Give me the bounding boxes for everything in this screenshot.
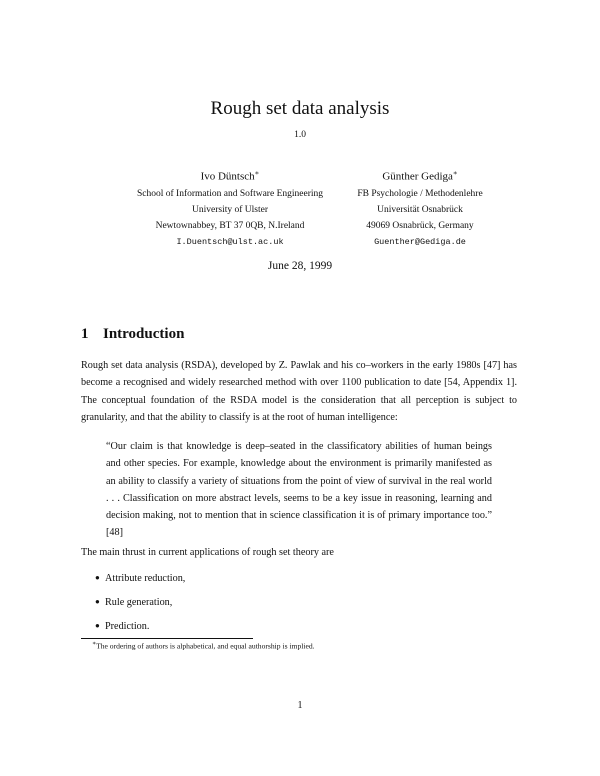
affiliation-line: FB Psychologie / Methodenlehre: [357, 188, 483, 199]
list-item: ● Prediction.: [95, 621, 150, 632]
author-footnote-mark: ∗: [254, 169, 260, 177]
section-heading: [81, 326, 184, 343]
list-item: ● Attribute reduction,: [95, 573, 186, 584]
body-paragraph: The main thrust in current applications of rough set theory are: [81, 547, 334, 558]
list-item: ● Rule generation,: [95, 597, 173, 608]
footnote-text: The ordering of authors is alphabetical, and equal authorship is implied.: [96, 641, 315, 651]
paper-title: Rough set data analysis: [210, 98, 390, 119]
section-number: 1: [81, 326, 89, 342]
author-2: [336, 164, 504, 250]
block-quote: “Our claim is that knowledge is deep–seated in the classificatory abilities of human beings and other species. For example, knowledge about the environment is primarily manifested as an ability to classify a variety of situations from the point of view of survival in the real world . . . Classification on more abstract levels, seems to be a key issue in reasoning, learning and decision making, not to mention that in science classification it is of primary importance too.” [48]: [106, 441, 492, 539]
bullet-icon: ●: [95, 621, 100, 630]
author-1: [112, 164, 348, 250]
affiliation-line: Universität Osnabrück: [377, 204, 463, 215]
affiliation-line: Newtownabbey, BT 37 0QB, N.Ireland: [155, 220, 305, 231]
affiliation-line: 49069 Osnabrück, Germany: [366, 220, 474, 231]
footnote-mark: ∗: [92, 641, 97, 647]
version-label: 1.0: [294, 130, 306, 140]
author-email: Guenther@Gediga.de: [374, 236, 466, 247]
author-email: I.Duentsch@ulst.ac.uk: [176, 236, 284, 247]
footnote-rule: [81, 638, 253, 639]
author-name: Ivo Düntsch: [200, 170, 255, 183]
bullet-icon: ●: [95, 573, 100, 582]
footnote: [92, 640, 315, 651]
affiliation-line: University of Ulster: [192, 204, 268, 215]
body-paragraph: Rough set data analysis (RSDA), developed by Z. Pawlak and his co–workers in the early 1980s [47] has become a recognised and widely researched method with over 1100 publication to date [54, Appendix 1]. The conceptual foundation of the RSDA model is the consideration that all perception is subject to granularity, and that the ability to classify is at the root of human intelligence:: [81, 360, 517, 423]
affiliation-line: School of Information and Software Engineering: [137, 188, 323, 199]
author-name: Günther Gediga: [382, 170, 453, 183]
paper-date: June 28, 1999: [267, 260, 333, 272]
author-footnote-mark: ∗: [452, 169, 458, 177]
bullet-icon: ●: [95, 597, 100, 606]
page-number: 1: [297, 700, 303, 711]
section-title: Introduction: [103, 326, 185, 342]
